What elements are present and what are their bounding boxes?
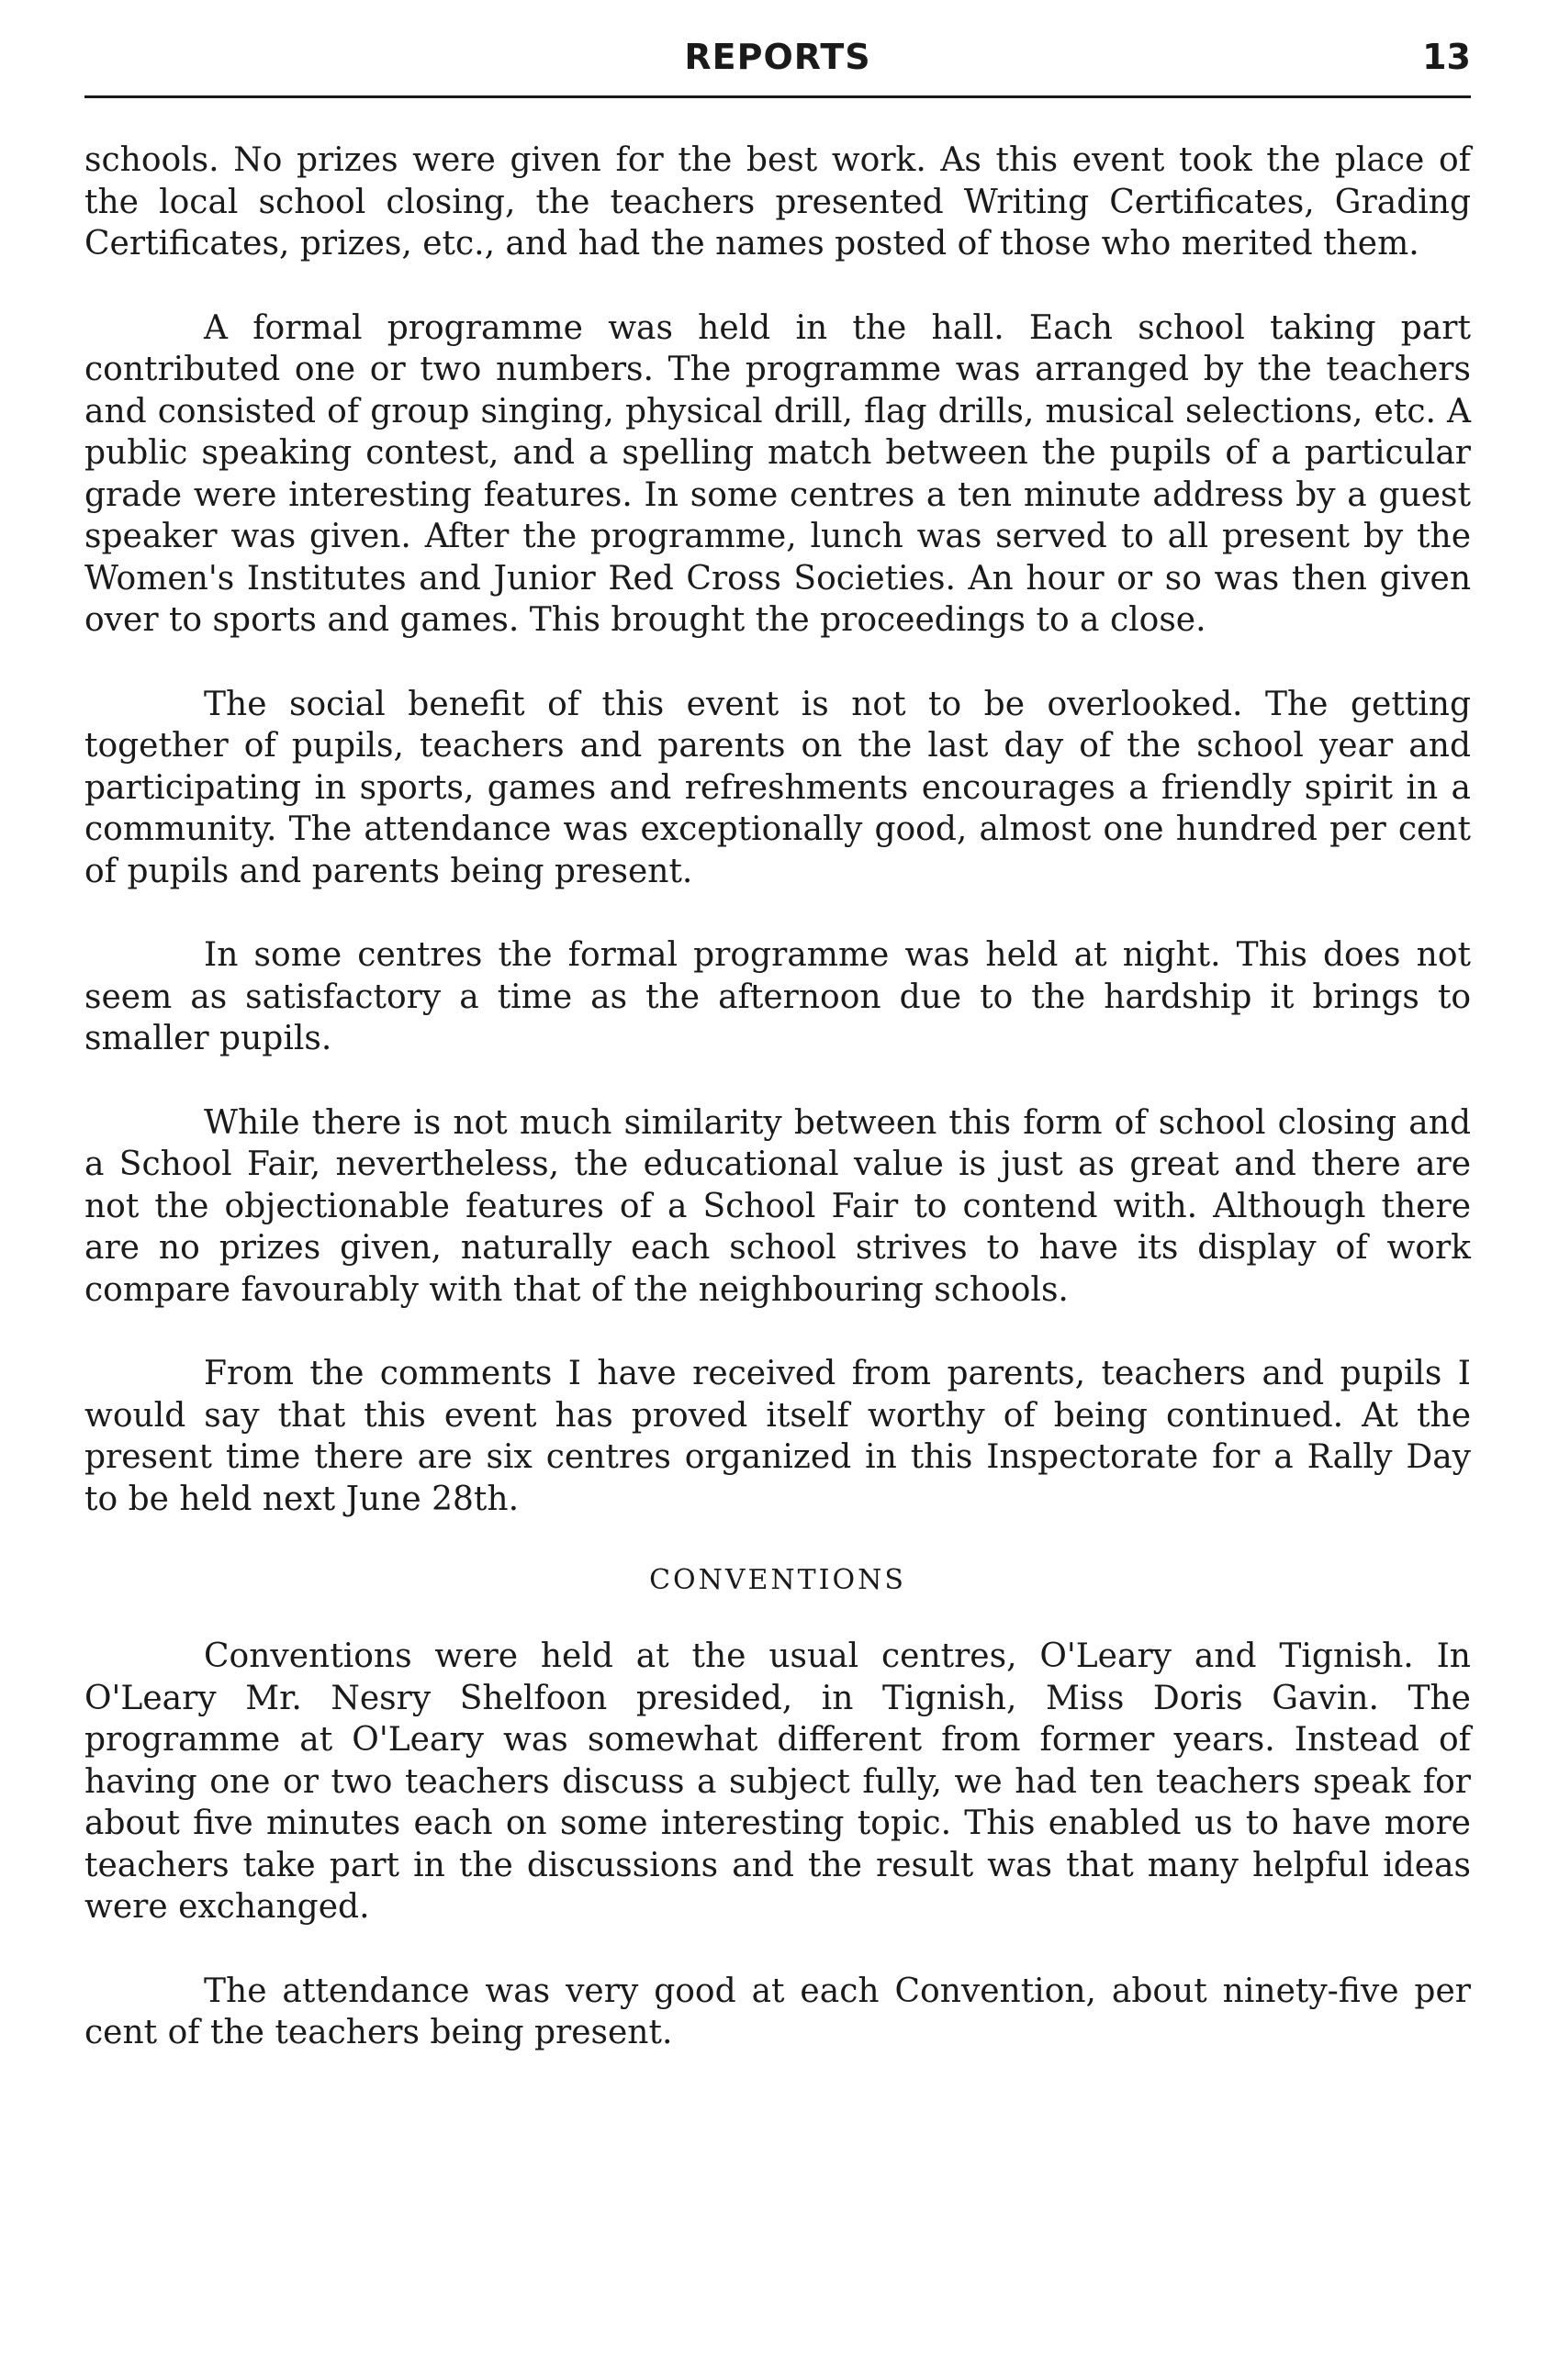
header-rule	[84, 95, 1471, 98]
body-text	[84, 140, 1471, 2054]
document-page	[84, 0, 1471, 2096]
page-title: REPORTS	[684, 37, 871, 77]
paragraph-attendance: The attendance was very good at each Convention, about ninety-five per cent of the teachers being present.	[84, 1972, 1471, 2051]
running-header	[84, 0, 1471, 101]
paragraph-continuation: schools. No prizes were given for the best work. As this event took the place of the local school closing, the teachers presented Writing Certificates, Grading Certificates, prizes, etc., and had the names posted of those who merited them.	[84, 141, 1471, 263]
paragraph-night-programme: In some centres the formal programme was held at night. This does not seem as satisfactory a time as the afternoon due to the hardship it brings to smaller pupils.	[84, 936, 1471, 1057]
section-heading-conventions: CONVENTIONS	[649, 1564, 906, 1596]
paragraph-social-benefit: The social benefit of this event is not to be overlooked. The getting together of pupils, teachers and parents on the last day of the school year and participating in sports, games and refreshments encourages a friendly spirit in a community. The attendance was exceptionally good, almost one hundred per cent of pupils and parents being present.	[84, 685, 1471, 890]
paragraph-school-fair-comparison: While there is not much similarity between this form of school closing and a School Fair, nevertheless, the educational value is just as great and there are not the objectionable features of a School Fair to contend with. Although there are no prizes given, naturally each school strives to have its display of work compare favourably with that of the neighbouring schools.	[84, 1103, 1471, 1309]
paragraph-conventions: Conventions were held at the usual centres, O'Leary and Tignish. In O'Leary Mr. Nesry Shelfoon presided, in Tignish, Miss Doris Gavin. The programme at O'Leary was somewhat different from former years. Instead of having one or two teachers discuss a subject fully, we had ten teachers speak for about five minutes each on some interesting topic. This enabled us to have more teachers take part in the discussions and the result was that many helpful ideas were exchanged.	[84, 1637, 1471, 1926]
paragraph-formal-programme: A formal programme was held in the hall. Each school taking part contributed one or two numbers. The programme was arranged by the teachers and consisted of group singing, physical drill, flag drills, musical selections, etc. A public speaking contest, and a spelling match between the pupils of a particular grade were interesting features. In some centres a ten minute address by a guest speaker was given. After the programme, lunch was served to all present by the Women's Institutes and Junior Red Cross Societies. An hour or so was then given over to sports and games. This brought the proceedings to a close.	[84, 308, 1471, 639]
paragraph-comments: From the comments I have received from parents, teachers and pupils I would say that this event has proved itself worthy of being continued. At the present time there are six centres organized in this Inspectorate for a Rally Day to be held next June 28th.	[84, 1355, 1471, 1518]
page-number: 13	[1422, 37, 1471, 77]
